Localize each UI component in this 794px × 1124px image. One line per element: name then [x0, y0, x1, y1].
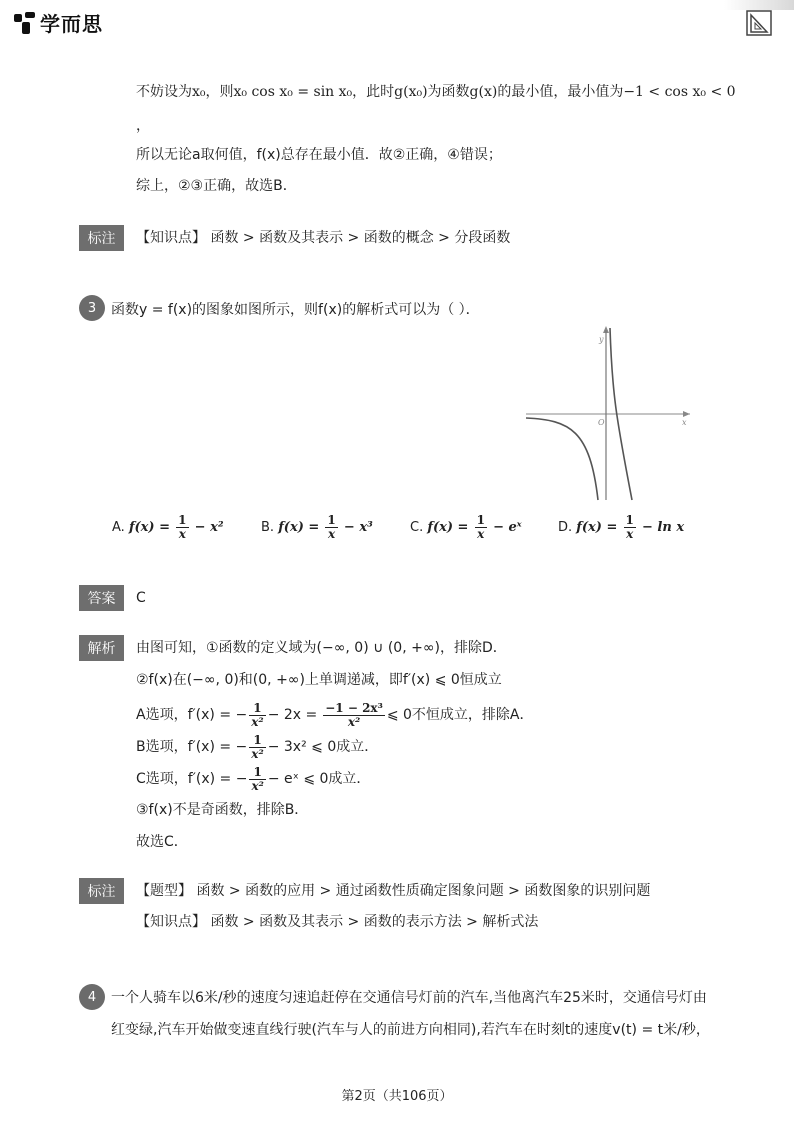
- solution-line: 综上，②③正确，故选B．: [136, 178, 297, 194]
- analysis-label: 解析: [79, 635, 124, 661]
- analysis-line: B选项，f′(x) = − $\frac{1}{\text{x²}}$ − 3x² ⩽ 0成立．: [136, 732, 379, 761]
- y-axis-label: y: [599, 335, 604, 344]
- corner-shadow: [724, 0, 794, 10]
- option-b[interactable]: B. f(x) = $\frac{1}{x}$ − x³: [261, 513, 373, 541]
- tag-text: 【知识点】 函数 > 函数及其表示 > 函数的表示方法 > 解析式法: [136, 914, 539, 930]
- analysis-line: 故选C．: [136, 834, 188, 850]
- option-d[interactable]: D. f(x) = $\frac{1}{x}$ − ln x: [558, 513, 685, 541]
- analysis-line: C选项，f′(x) = − $\frac{1}{\text{x²}}$ − eˣ ⩽ 0成立．: [136, 764, 371, 793]
- question-stem: 一个人骑车以6米/秒的速度匀速追赶停在交通信号灯前的汽车,当他离汽车25米时，交通信号灯由: [111, 990, 707, 1006]
- brand-name: 学而思: [40, 12, 103, 36]
- tag-text: 【题型】 函数 > 函数的应用 > 通过函数性质确定图象问题 > 函数图象的识别问题: [136, 883, 651, 899]
- solution-line: 不妨设为x₀，则x₀ cos x₀ = sin x₀，此时g(x₀)为函数g(x)的最小值，最小值为−1 < cos x₀ < 0: [136, 84, 736, 100]
- answer-label: 答案: [79, 585, 124, 611]
- question-stem: 函数y = f(x)的图象如图所示，则f(x)的解析式可以为（ ）．: [111, 302, 480, 318]
- brand-logo: [14, 8, 103, 37]
- question-number: 4: [79, 984, 105, 1010]
- analysis-line: ③f(x)不是奇函数，排除B．: [136, 802, 309, 818]
- analysis-line: ②f(x)在(−∞, 0)和(0, +∞)上单调递减，即f′(x) ⩽ 0恒成立: [136, 672, 502, 688]
- option-a[interactable]: A. f(x) = $\frac{1}{x}$ − x²: [112, 513, 224, 541]
- tag-label: 标注: [79, 225, 124, 251]
- logo-icon: [14, 12, 36, 34]
- function-graph: [520, 322, 700, 504]
- triangle-ruler-icon: [746, 10, 772, 36]
- question-number: 3: [79, 295, 105, 321]
- tag-text: 【知识点】 函数 > 函数及其表示 > 函数的概念 > 分段函数: [136, 230, 511, 246]
- solution-line: 所以无论a取何值，f(x)总存在最小值．故②正确，④错误；: [136, 147, 502, 163]
- analysis-line: 由图可知，①函数的定义域为(−∞, 0) ∪ (0, +∞)，排除D．: [136, 640, 507, 656]
- option-c[interactable]: C. f(x) = $\frac{1}{x}$ − eˣ: [410, 513, 522, 541]
- analysis-line: A选项，f′(x) = − $\frac{1}{\text{x²}}$ − 2x = $\frac{\text{−1 − 2x³}}{\text{x²}}$ ⩽ 0不恒成立，排除A．: [136, 700, 534, 729]
- tag-label: 标注: [79, 878, 124, 904]
- page-number: 第2页（共106页）: [341, 1089, 453, 1104]
- question-stem: 红变绿,汽车开始做变速直线行驶(汽车与人的前进方向相同),若汽车在时刻t的速度v(t) = t米/秒，: [111, 1022, 710, 1038]
- origin-label: O: [598, 418, 605, 427]
- answer-value: C: [136, 590, 146, 606]
- x-axis-label: x: [682, 418, 687, 427]
- solution-line: ，: [136, 118, 150, 134]
